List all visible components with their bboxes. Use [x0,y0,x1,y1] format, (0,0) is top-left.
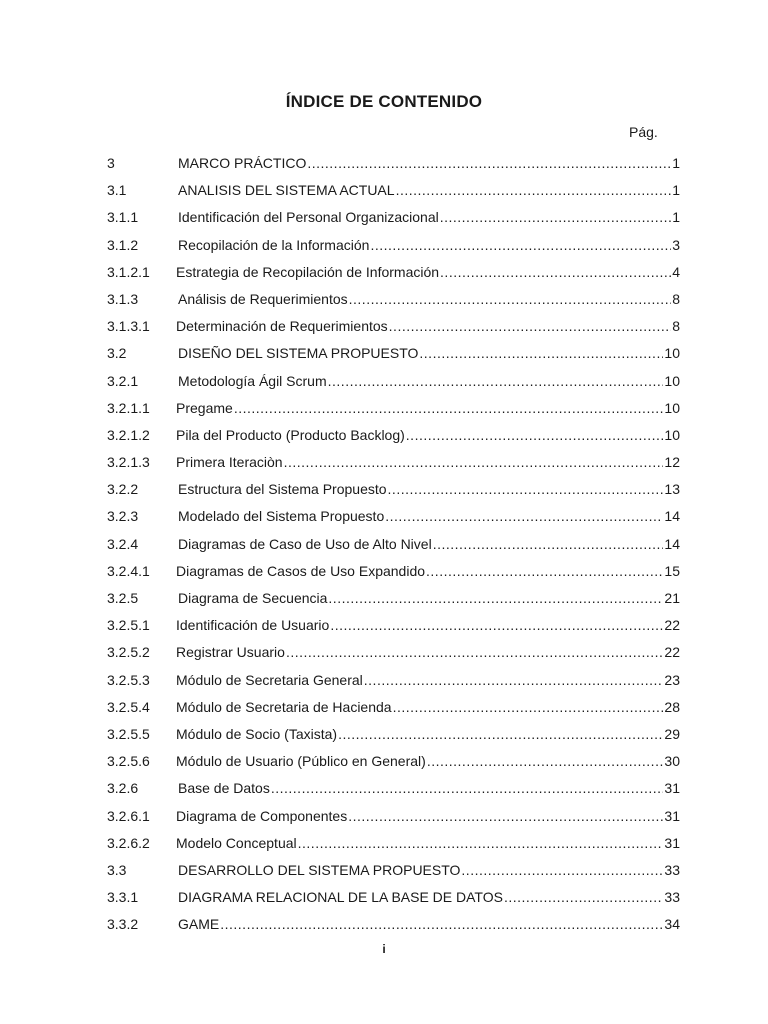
toc-entry-body [178,860,680,880]
toc-entry-body [176,316,680,336]
toc-entry[interactable] [107,778,680,805]
toc-entry-body [178,207,680,227]
toc-entry-number: 3.3.2 [107,916,139,933]
toc-entry-title: Identificación del Personal Organizacional [178,209,439,226]
toc-entry-title: DIAGRAMA RELACIONAL DE LA BASE DE DATOS [178,889,503,906]
toc-entry[interactable] [107,452,680,479]
toc-dot-leader [419,343,663,363]
toc-entry-number: 3.3 [107,861,127,878]
toc-entry-number: 3.2.4.1 [107,562,150,579]
toc-entry-page: 30 [664,753,680,770]
toc-entry-title: ANALISIS DEL SISTEMA ACTUAL [178,182,395,199]
toc-entry-number: 3.2.4 [107,535,139,552]
toc-entry-page: 15 [664,562,680,579]
toc-entry-title: GAME [178,916,220,933]
toc-entry-number: 3.1.2.1 [107,263,150,280]
toc-entry-body [176,697,680,717]
toc-entry-body [178,914,680,934]
toc-entry-page: 10 [664,372,680,389]
toc-entry-number: 3.1.3.1 [107,318,150,335]
toc-dot-leader [328,588,663,608]
toc-entry-number: 3.3.1 [107,889,139,906]
toc-entry-page: 34 [664,916,680,933]
toc-entry-body [176,670,680,690]
toc-dot-leader [504,887,663,907]
toc-entry-page: 23 [664,671,680,688]
toc-entry-number: 3.2.6.2 [107,834,150,851]
toc-entry-body [176,398,680,418]
toc-entry-number: 3.2.5.5 [107,725,150,742]
toc-entry-page: 4 [672,263,680,280]
toc-dot-leader [271,778,664,798]
toc-entry-title: Diagramas de Casos de Uso Expandido [176,562,426,579]
toc-entry-title: DISEÑO DEL SISTEMA PROPUESTO [178,345,419,362]
toc-dot-leader [426,561,663,581]
toc-entry-body [178,343,680,363]
toc-entry-body [178,479,680,499]
toc-entry[interactable] [107,724,680,751]
toc-dot-leader [440,207,671,227]
toc-entry-number: 3.1 [107,182,127,199]
toc-entry-page: 21 [664,590,680,606]
toc-entry-number: 3.1.3 [107,290,139,307]
toc-dot-leader [385,506,663,526]
toc-entry-body [178,588,680,608]
toc-entry[interactable] [107,153,680,180]
toc-entry[interactable] [107,180,680,207]
toc-entry-title: Determinación de Requerimientos [176,318,388,335]
toc-entry-page: 8 [672,318,680,335]
toc-entry-title: Análisis de Requerimientos [178,290,348,307]
toc-entry-body [176,615,680,635]
toc-entry-number: 3.2.1.3 [107,454,150,471]
toc-entry[interactable] [107,642,680,669]
toc-entry-number: 3.2.1.1 [107,399,150,416]
toc-entry-title: Registrar Usuario [176,644,285,661]
toc-entry[interactable] [107,235,680,262]
toc-entry-title: Recopilación de la Información [178,236,370,253]
toc-entry-number: 3.2.5.3 [107,671,150,688]
toc-dot-leader [396,180,672,200]
toc-entry-body [178,534,680,554]
footer-page-number: i [382,942,386,956]
toc-entry[interactable] [107,343,680,370]
toc-entry-page: 33 [664,861,680,878]
toc-entry[interactable] [107,561,680,588]
toc-entry-title: Módulo de Secretaria General [176,671,363,688]
toc-entry-page: 10 [664,345,680,362]
toc-entry-title: Identificación de Usuario [176,617,330,634]
toc-entry-body [178,506,680,526]
toc-entry-page: 31 [664,834,680,851]
toc-entry-title: Pregame [176,399,233,416]
toc-entry-title: Pila del Producto (Producto Backlog) [176,426,405,443]
toc-entry-body [178,887,680,907]
toc-dot-leader [461,860,663,880]
toc-entry-number: 3.2.5.1 [107,617,150,634]
toc-entry-body [178,235,680,255]
toc-entry-page: 1 [672,209,680,226]
toc-dot-leader [427,751,664,771]
toc-entry[interactable] [107,806,680,833]
toc-entry-page: 14 [664,535,680,552]
toc-dot-leader [307,153,671,173]
toc-entry-number: 3.2.1 [107,372,139,389]
toc-entry-body [178,289,680,309]
toc-dot-leader [406,425,664,445]
toc-entry-page: 14 [664,508,680,525]
toc-dot-leader [328,371,664,391]
toc-entry[interactable] [107,914,680,941]
toc-entry[interactable] [107,479,680,506]
toc-entry-body [176,724,680,744]
toc-dot-leader [440,262,671,282]
toc-dot-leader [220,914,663,934]
toc-entry[interactable] [107,588,680,615]
toc-entry-page: 28 [664,698,680,715]
toc-entry-page: 31 [664,807,680,824]
toc-dot-leader [370,235,671,255]
toc-entry-page: 22 [664,644,680,661]
toc-entry[interactable] [107,833,680,860]
toc-dot-leader [284,452,664,472]
toc-entry[interactable] [107,425,680,452]
toc-dot-leader [286,642,663,662]
toc-entry-body [176,642,680,662]
toc-entry-page: 33 [664,889,680,906]
toc-entry[interactable] [107,506,680,533]
toc-dot-leader [234,398,664,418]
toc-entry-title: Diagrama de Componentes [176,807,348,824]
toc-entry-title: DESARROLLO DEL SISTEMA PROPUESTO [178,861,461,878]
toc-entry-title: Diagramas de Caso de Uso de Alto Nivel [178,535,432,552]
toc-entry-title: Modelo Conceptual [176,834,297,851]
toc-entry-number: 3.2.5.4 [107,698,150,715]
toc-entry-body [178,180,680,200]
toc-dot-leader [330,615,663,635]
toc-entry[interactable] [107,262,680,289]
toc-dot-leader [433,534,664,554]
toc-entry[interactable] [107,289,680,316]
toc-entry-body [178,371,680,391]
toc-dot-leader [349,289,672,309]
toc-entry-body [176,262,680,282]
toc-entry-body [176,561,680,581]
toc-entry-page: 13 [664,481,680,498]
toc-entry-page: 1 [672,182,680,199]
toc-entry-body [176,806,680,826]
toc-entry[interactable] [107,316,680,343]
toc-entry-number: 3 [107,155,115,171]
toc-entry-body [176,833,680,853]
toc-entry-title: Estructura del Sistema Propuesto [178,481,387,498]
toc-dot-leader [393,697,664,717]
page-column-label: Pág. [629,124,658,140]
toc-entry-title: Base de Datos [178,780,270,797]
toc-entry-title: Módulo de Secretaria de Hacienda [176,698,392,715]
toc-entry-body [176,452,680,472]
toc-entry[interactable] [107,697,680,724]
toc-entry-number: 3.2.5.6 [107,753,150,770]
toc-entry-page: 10 [664,426,680,443]
toc-entry-title: Estrategia de Recopilación de Información [176,263,440,280]
toc-entry-number: 3.2.6.1 [107,807,150,824]
toc-dot-leader [298,833,664,853]
toc-entry[interactable] [107,751,680,778]
toc-entry-number: 3.2.5 [107,590,139,606]
toc-entry-page: 12 [664,454,680,471]
toc-entry[interactable] [107,670,680,697]
toc-entry-number: 3.1.1 [107,209,139,226]
toc-entry-body [178,153,680,173]
toc-entry-page: 10 [664,399,680,416]
toc-title: ÍNDICE DE CONTENIDO [285,92,483,111]
toc-entry-title: Diagrama de Secuencia [178,590,328,606]
toc-dot-leader [348,806,663,826]
toc-entry-number: 3.1.2 [107,236,139,253]
toc-entry-title: MARCO PRÁCTICO [178,155,307,171]
toc-entry-title: Modelado del Sistema Propuesto [178,508,385,525]
toc-entry[interactable] [107,615,680,642]
toc-entry-number: 3.2.3 [107,508,139,525]
toc-entry[interactable] [107,860,680,887]
toc-entry-number: 3.2.1.2 [107,426,150,443]
table-of-contents [107,153,680,941]
toc-dot-leader [338,724,663,744]
toc-entry[interactable] [107,534,680,561]
toc-entry-number: 3.2.2 [107,481,139,498]
toc-entry-body [176,751,680,771]
toc-dot-leader [389,316,672,336]
toc-dot-leader [388,479,664,499]
toc-entry-number: 3.2 [107,345,127,362]
toc-entry-page: 3 [672,236,680,253]
toc-entry-body [178,778,680,798]
toc-entry[interactable] [107,207,680,234]
toc-entry[interactable] [107,887,680,914]
toc-entry-title: Primera Iteraciòn [176,454,283,471]
toc-entry-title: Módulo de Socio (Taxista) [176,725,338,742]
toc-dot-leader [364,670,664,690]
toc-entry-title: Metodología Ágil Scrum [178,372,327,389]
toc-entry[interactable] [107,398,680,425]
toc-entry-page: 8 [672,290,680,307]
toc-entry-number: 3.2.6 [107,780,139,797]
toc-entry-page: 22 [664,617,680,634]
toc-entry-title: Módulo de Usuario (Público en General) [176,753,426,770]
toc-entry-page: 29 [664,725,680,742]
toc-entry-page: 1 [672,155,680,171]
toc-entry-page: 31 [664,780,680,797]
toc-entry-number: 3.2.5.2 [107,644,150,661]
toc-entry-body [176,425,680,445]
toc-entry[interactable] [107,371,680,398]
